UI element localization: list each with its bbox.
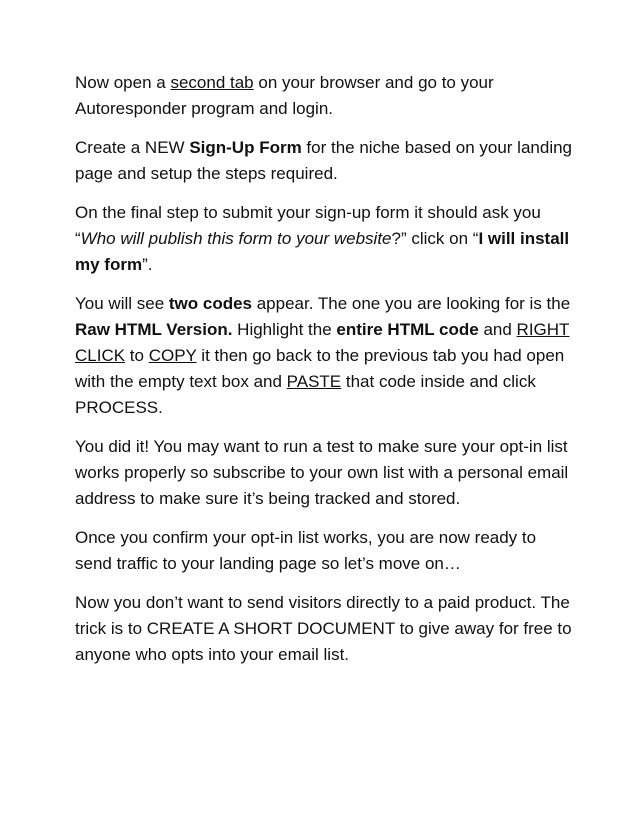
text-run: that code inside and click PROCESS.	[75, 372, 536, 417]
text-run: to	[125, 346, 149, 365]
document-body	[75, 70, 575, 681]
text-run: You will see	[75, 294, 169, 313]
text-run-bold: I will install my form	[75, 229, 570, 274]
text-run: On the final step to submit your sign-up form it should ask you “	[75, 203, 541, 248]
text-run-bold: two codes	[168, 294, 252, 313]
text-run-underlined: RIGHT CLICK	[75, 320, 570, 365]
text-run-bold: Raw HTML Version.	[75, 320, 233, 339]
paragraph	[75, 434, 575, 512]
text-run: Now open a	[75, 73, 171, 92]
text-run: Now you don’t want to send visitors directly to a paid product. The trick is to CREATE A SHORT DOCUMENT to give away for free to anyone who opts into your email list.	[75, 593, 572, 664]
text-run: You did it! You may want to run a test to make sure your opt-in list works properly so subscribe to your own list with a personal email address to make sure it’s being tracked and stored.	[75, 437, 569, 508]
text-run: Highlight the	[232, 320, 337, 339]
text-run: Once you confirm your opt-in list works, you are now ready to send traffic to your landing page so let’s move on…	[75, 528, 537, 573]
paragraph	[75, 590, 575, 668]
text-run: on your browser and go to your Autoresponder program and login.	[75, 73, 494, 118]
text-run-bold: Sign-Up Form	[189, 138, 302, 157]
text-run-italic: Who will publish this form to your website	[80, 229, 392, 248]
text-run-underlined: second tab	[170, 73, 254, 92]
paragraph	[75, 70, 575, 122]
paragraph	[75, 525, 575, 577]
paragraph	[75, 291, 575, 421]
text-run: ”.	[142, 255, 153, 274]
text-run: Create a NEW	[75, 138, 190, 157]
text-run: for the niche based on your landing page and setup the steps required.	[75, 138, 573, 183]
text-run: and	[478, 320, 517, 339]
text-run-bold: entire HTML code	[336, 320, 479, 339]
text-run-underlined: COPY	[148, 346, 197, 365]
text-run-underlined: PASTE	[286, 372, 342, 391]
text-run: it then go back to the previous tab you had open with the empty text box and	[75, 346, 565, 391]
paragraph	[75, 135, 575, 187]
paragraph	[75, 200, 575, 278]
text-run: appear. The one you are looking for is the	[252, 294, 571, 313]
text-run: ?” click on “	[391, 229, 479, 248]
